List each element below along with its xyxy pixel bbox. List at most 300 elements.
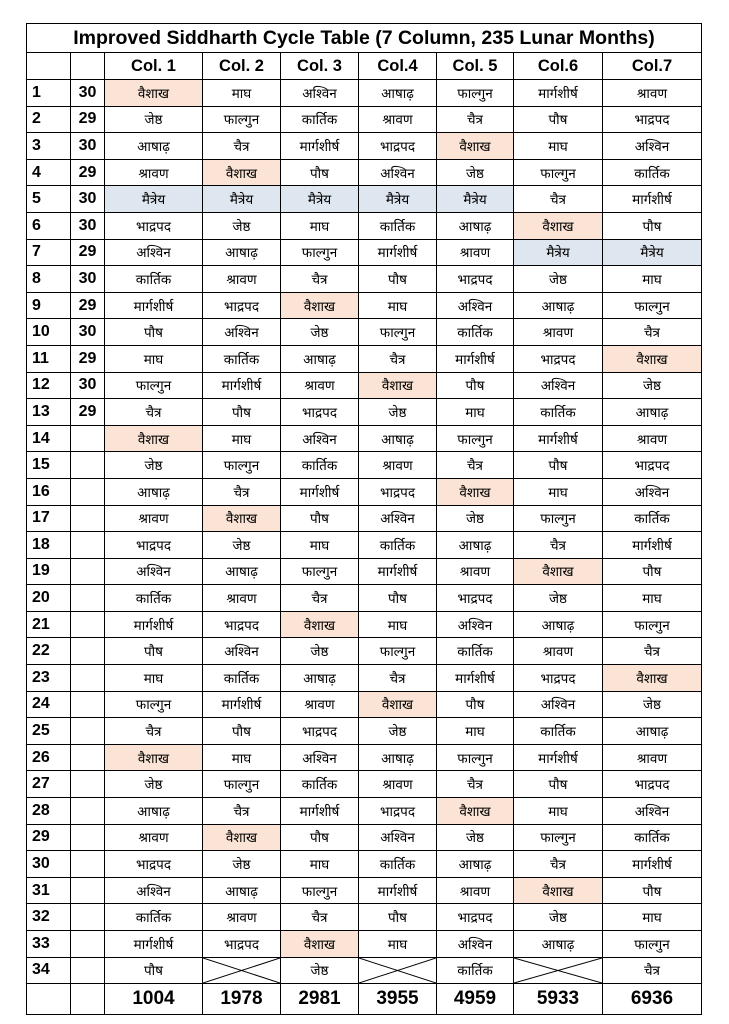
row-number: 30: [27, 851, 71, 878]
table-row: [27, 638, 702, 665]
month-cell: चैत्र: [437, 771, 514, 798]
month-cell: जेष्ठ: [603, 372, 702, 399]
month-cell: आषाढ़: [359, 744, 437, 771]
month-cell: आषाढ़: [437, 851, 514, 878]
month-cell: आषाढ़: [359, 80, 437, 107]
table-row: [27, 266, 702, 293]
table-row: [27, 718, 702, 745]
month-cell: जेष्ठ: [437, 505, 514, 532]
row-number: 3: [27, 133, 71, 160]
month-cell: श्रावण: [203, 585, 281, 612]
row-number: 22: [27, 638, 71, 665]
month-cell: भाद्रपद: [359, 133, 437, 160]
table-row: [27, 345, 702, 372]
month-cell: जेष्ठ: [203, 532, 281, 559]
month-cell: भाद्रपद: [203, 931, 281, 958]
month-cell: मैत्रेय: [514, 239, 603, 266]
month-cell: कार्तिक: [203, 345, 281, 372]
month-cell: भाद्रपद: [514, 665, 603, 692]
total-col-4: 3955: [359, 984, 437, 1015]
table-row: [27, 399, 702, 426]
month-cell: मार्गशीर्ष: [105, 931, 203, 958]
days-header: [71, 53, 105, 80]
table-row: [27, 824, 702, 851]
row-number: 12: [27, 372, 71, 399]
month-cell: आषाढ़: [359, 425, 437, 452]
month-cell: पौष: [359, 904, 437, 931]
days-count: [71, 611, 105, 638]
month-cell: जेष्ठ: [105, 106, 203, 133]
month-cell: मैत्रेय: [603, 239, 702, 266]
cross-mark-icon: [359, 958, 436, 983]
row-number: 24: [27, 691, 71, 718]
row-number: 28: [27, 798, 71, 825]
month-cell: मार्गशीर्ष: [105, 611, 203, 638]
table-row: [27, 212, 702, 239]
month-cell: कार्तिक: [105, 266, 203, 293]
month-cell: माघ: [514, 478, 603, 505]
month-cell: जेष्ठ: [105, 452, 203, 479]
month-cell: अश्विन: [281, 80, 359, 107]
month-cell: भाद्रपद: [105, 532, 203, 559]
days-count: [71, 824, 105, 851]
days-count: [71, 718, 105, 745]
cross-mark-icon: [514, 958, 602, 983]
month-cell: चैत्र: [105, 399, 203, 426]
month-cell: मार्गशीर्ष: [281, 478, 359, 505]
month-cell: श्रावण: [359, 106, 437, 133]
month-cell: जेष्ठ: [203, 851, 281, 878]
month-cell: भाद्रपद: [203, 611, 281, 638]
row-number: 8: [27, 266, 71, 293]
month-cell: पौष: [437, 691, 514, 718]
crossed-out-cell: [359, 957, 437, 984]
month-cell: चैत्र: [203, 478, 281, 505]
month-cell: वैशाख: [359, 372, 437, 399]
days-count: [71, 798, 105, 825]
month-cell: अश्विन: [105, 877, 203, 904]
month-cell: श्रावण: [603, 425, 702, 452]
month-cell: माघ: [514, 798, 603, 825]
month-cell: श्रावण: [437, 239, 514, 266]
month-cell: चैत्र: [359, 345, 437, 372]
table-row: [27, 452, 702, 479]
month-cell: श्रावण: [203, 266, 281, 293]
month-cell: आषाढ़: [437, 212, 514, 239]
month-cell: अश्विन: [359, 824, 437, 851]
column-header-7: Col.7: [603, 53, 702, 80]
month-cell: अश्विन: [359, 159, 437, 186]
days-count: 30: [71, 186, 105, 213]
month-cell: अश्विन: [603, 133, 702, 160]
month-cell: मैत्रेय: [437, 186, 514, 213]
month-cell: चैत्र: [514, 851, 603, 878]
month-cell: श्रावण: [437, 877, 514, 904]
month-cell: अश्विन: [603, 478, 702, 505]
month-cell: कार्तिक: [281, 106, 359, 133]
month-cell: माघ: [281, 851, 359, 878]
month-cell: माघ: [603, 904, 702, 931]
month-cell: मार्गशीर्ष: [603, 532, 702, 559]
row-number: 10: [27, 319, 71, 346]
month-cell: कार्तिक: [203, 665, 281, 692]
month-cell: वैशाख: [281, 611, 359, 638]
crossed-out-cell: [514, 957, 603, 984]
month-cell: भाद्रपद: [359, 798, 437, 825]
month-cell: पौष: [105, 638, 203, 665]
month-cell: फाल्गुन: [437, 80, 514, 107]
table-title: Improved Siddharth Cycle Table (7 Column, 235 Lunar Months): [27, 24, 702, 53]
days-count: [71, 851, 105, 878]
month-cell: आषाढ़: [105, 133, 203, 160]
month-cell: फाल्गुन: [281, 877, 359, 904]
month-cell: आषाढ़: [603, 718, 702, 745]
month-cell: श्रावण: [105, 505, 203, 532]
table-row: [27, 877, 702, 904]
month-cell: मार्गशीर्ष: [359, 877, 437, 904]
month-cell: पौष: [514, 771, 603, 798]
month-cell: भाद्रपद: [105, 212, 203, 239]
days-count: 30: [71, 372, 105, 399]
month-cell: पौष: [281, 159, 359, 186]
table-row: [27, 771, 702, 798]
month-cell: चैत्र: [281, 266, 359, 293]
month-cell: पौष: [514, 106, 603, 133]
totals-empty-cell: [71, 984, 105, 1015]
table-row: [27, 585, 702, 612]
month-cell: कार्तिक: [281, 452, 359, 479]
month-cell: अश्विन: [514, 691, 603, 718]
month-cell: भाद्रपद: [105, 851, 203, 878]
month-cell: आषाढ़: [514, 611, 603, 638]
month-cell: मार्गशीर्ष: [359, 239, 437, 266]
month-cell: पौष: [203, 718, 281, 745]
days-count: [71, 638, 105, 665]
row-number: 5: [27, 186, 71, 213]
table-row: [27, 186, 702, 213]
month-cell: अश्विन: [603, 798, 702, 825]
month-cell: फाल्गुन: [359, 638, 437, 665]
month-cell: फाल्गुन: [437, 744, 514, 771]
month-cell: माघ: [359, 611, 437, 638]
month-cell: कार्तिक: [437, 319, 514, 346]
month-cell: कार्तिक: [514, 399, 603, 426]
month-cell: अश्विन: [437, 292, 514, 319]
total-col-6: 5933: [514, 984, 603, 1015]
month-cell: माघ: [603, 266, 702, 293]
month-cell: माघ: [281, 532, 359, 559]
days-count: [71, 505, 105, 532]
month-cell: चैत्र: [203, 133, 281, 160]
row-number: 20: [27, 585, 71, 612]
month-cell: जेष्ठ: [437, 824, 514, 851]
column-header-4: Col.4: [359, 53, 437, 80]
days-count: 30: [71, 80, 105, 107]
month-cell: भाद्रपद: [203, 292, 281, 319]
month-cell: वैशाख: [514, 877, 603, 904]
month-cell: फाल्गुन: [514, 159, 603, 186]
table-row: [27, 851, 702, 878]
row-number: 7: [27, 239, 71, 266]
month-cell: वैशाख: [603, 345, 702, 372]
month-cell: आषाढ़: [203, 877, 281, 904]
row-number: 1: [27, 80, 71, 107]
month-cell: श्रावण: [105, 159, 203, 186]
month-cell: कार्तिक: [514, 718, 603, 745]
month-cell: आषाढ़: [105, 478, 203, 505]
total-col-2: 1978: [203, 984, 281, 1015]
month-cell: अश्विन: [437, 611, 514, 638]
month-cell: अश्विन: [281, 425, 359, 452]
title-row: [27, 24, 702, 53]
month-cell: फाल्गुन: [281, 239, 359, 266]
month-cell: मार्गशीर्ष: [437, 345, 514, 372]
month-cell: भाद्रपद: [603, 771, 702, 798]
days-count: [71, 904, 105, 931]
month-cell: माघ: [514, 133, 603, 160]
month-cell: माघ: [281, 212, 359, 239]
days-count: [71, 665, 105, 692]
table-row: [27, 957, 702, 984]
row-number: 21: [27, 611, 71, 638]
month-cell: मार्गशीर्ष: [359, 558, 437, 585]
month-cell: कार्तिक: [281, 771, 359, 798]
month-cell: अश्विन: [203, 319, 281, 346]
total-col-7: 6936: [603, 984, 702, 1015]
column-header-2: Col. 2: [203, 53, 281, 80]
days-count: [71, 585, 105, 612]
month-cell: आषाढ़: [281, 665, 359, 692]
month-cell: माघ: [105, 345, 203, 372]
table-row: [27, 239, 702, 266]
days-count: 29: [71, 106, 105, 133]
month-cell: मैत्रेय: [203, 186, 281, 213]
row-number: 32: [27, 904, 71, 931]
month-cell: अश्विन: [105, 558, 203, 585]
month-cell: फाल्गुन: [203, 452, 281, 479]
days-count: 29: [71, 239, 105, 266]
row-number: 34: [27, 957, 71, 984]
table-row: [27, 372, 702, 399]
row-number: 13: [27, 399, 71, 426]
month-cell: कार्तिक: [359, 212, 437, 239]
month-cell: पौष: [437, 372, 514, 399]
row-number: 27: [27, 771, 71, 798]
month-cell: वैशाख: [359, 691, 437, 718]
table-row: [27, 904, 702, 931]
month-cell: आषाढ़: [514, 931, 603, 958]
cross-mark-icon: [203, 958, 280, 983]
month-cell: फाल्गुन: [281, 558, 359, 585]
month-cell: फाल्गुन: [514, 505, 603, 532]
month-cell: पौष: [603, 877, 702, 904]
row-number: 29: [27, 824, 71, 851]
month-cell: जेष्ठ: [105, 771, 203, 798]
month-cell: भाद्रपद: [437, 266, 514, 293]
row-number: 23: [27, 665, 71, 692]
crossed-out-cell: [203, 957, 281, 984]
row-number: 18: [27, 532, 71, 559]
month-cell: श्रावण: [359, 452, 437, 479]
month-cell: जेष्ठ: [514, 266, 603, 293]
month-cell: मार्गशीर्ष: [437, 665, 514, 692]
month-cell: माघ: [437, 718, 514, 745]
column-header-3: Col. 3: [281, 53, 359, 80]
month-cell: कार्तिक: [437, 957, 514, 984]
month-cell: मार्गशीर्ष: [203, 372, 281, 399]
month-cell: भाद्रपद: [281, 399, 359, 426]
days-count: [71, 877, 105, 904]
row-number: 9: [27, 292, 71, 319]
month-cell: कार्तिक: [437, 638, 514, 665]
month-cell: वैशाख: [105, 744, 203, 771]
month-cell: फाल्गुन: [203, 106, 281, 133]
month-cell: चैत्र: [514, 532, 603, 559]
month-cell: जेष्ठ: [281, 638, 359, 665]
month-cell: भाद्रपद: [603, 106, 702, 133]
total-col-1: 1004: [105, 984, 203, 1015]
table-row: [27, 611, 702, 638]
row-number: 15: [27, 452, 71, 479]
month-cell: फाल्गुन: [359, 319, 437, 346]
month-cell: चैत्र: [437, 452, 514, 479]
month-cell: चैत्र: [437, 106, 514, 133]
month-cell: श्रावण: [603, 744, 702, 771]
table-row: [27, 665, 702, 692]
days-count: 30: [71, 266, 105, 293]
days-count: 29: [71, 345, 105, 372]
month-cell: पौष: [359, 585, 437, 612]
month-cell: श्रावण: [281, 691, 359, 718]
month-cell: आषाढ़: [203, 558, 281, 585]
month-cell: वैशाख: [437, 478, 514, 505]
month-cell: आषाढ़: [281, 345, 359, 372]
row-number: 14: [27, 425, 71, 452]
month-cell: जेष्ठ: [603, 691, 702, 718]
month-cell: फाल्गुन: [603, 292, 702, 319]
row-number: 16: [27, 478, 71, 505]
month-cell: जेष्ठ: [281, 957, 359, 984]
month-cell: मार्गशीर्ष: [603, 186, 702, 213]
month-cell: कार्तिक: [603, 824, 702, 851]
row-number-header: [27, 53, 71, 80]
month-cell: वैशाख: [203, 824, 281, 851]
table-row: [27, 425, 702, 452]
column-header-5: Col. 5: [437, 53, 514, 80]
row-number: 33: [27, 931, 71, 958]
month-cell: चैत्र: [105, 718, 203, 745]
month-cell: कार्तिक: [105, 585, 203, 612]
month-cell: चैत्र: [203, 798, 281, 825]
days-count: [71, 957, 105, 984]
month-cell: माघ: [203, 744, 281, 771]
month-cell: माघ: [603, 585, 702, 612]
month-cell: वैशाख: [105, 425, 203, 452]
table-row: [27, 292, 702, 319]
row-number: 31: [27, 877, 71, 904]
total-col-3: 2981: [281, 984, 359, 1015]
month-cell: आषाढ़: [514, 292, 603, 319]
month-cell: वैशाख: [437, 798, 514, 825]
month-cell: श्रावण: [105, 824, 203, 851]
month-cell: श्रावण: [603, 80, 702, 107]
month-cell: जेष्ठ: [281, 319, 359, 346]
month-cell: भाद्रपद: [281, 718, 359, 745]
table-row: [27, 319, 702, 346]
table-row: [27, 798, 702, 825]
month-cell: पौष: [281, 505, 359, 532]
month-cell: चैत्र: [359, 665, 437, 692]
month-cell: वैशाख: [105, 80, 203, 107]
month-cell: वैशाख: [281, 292, 359, 319]
month-cell: मार्गशीर्ष: [603, 851, 702, 878]
month-cell: श्रावण: [281, 372, 359, 399]
month-cell: अश्विन: [514, 372, 603, 399]
month-cell: अश्विन: [437, 931, 514, 958]
month-cell: मैत्रेय: [281, 186, 359, 213]
month-cell: जेष्ठ: [359, 718, 437, 745]
month-cell: मार्गशीर्ष: [514, 744, 603, 771]
month-cell: मार्गशीर्ष: [105, 292, 203, 319]
table-row: [27, 80, 702, 107]
month-cell: चैत्र: [514, 186, 603, 213]
days-count: [71, 452, 105, 479]
month-cell: चैत्र: [281, 585, 359, 612]
month-cell: श्रावण: [203, 904, 281, 931]
column-header-1: Col. 1: [105, 53, 203, 80]
row-number: 6: [27, 212, 71, 239]
month-cell: माघ: [359, 931, 437, 958]
month-cell: पौष: [203, 399, 281, 426]
month-cell: माघ: [359, 292, 437, 319]
table-row: [27, 532, 702, 559]
row-number: 26: [27, 744, 71, 771]
month-cell: चैत्र: [603, 319, 702, 346]
days-count: 29: [71, 159, 105, 186]
month-cell: चैत्र: [603, 638, 702, 665]
total-col-5: 4959: [437, 984, 514, 1015]
days-count: 30: [71, 319, 105, 346]
month-cell: श्रावण: [514, 319, 603, 346]
month-cell: भाद्रपद: [603, 452, 702, 479]
month-cell: भाद्रपद: [514, 345, 603, 372]
days-count: [71, 691, 105, 718]
days-count: 30: [71, 212, 105, 239]
month-cell: भाद्रपद: [359, 478, 437, 505]
header-row: [27, 53, 702, 80]
month-cell: अश्विन: [359, 505, 437, 532]
month-cell: आषाढ़: [203, 239, 281, 266]
month-cell: फाल्गुन: [105, 691, 203, 718]
days-count: 29: [71, 399, 105, 426]
row-number: 19: [27, 558, 71, 585]
table-row: [27, 133, 702, 160]
month-cell: अश्विन: [281, 744, 359, 771]
month-cell: कार्तिक: [603, 505, 702, 532]
month-cell: फाल्गुन: [603, 931, 702, 958]
month-cell: माघ: [203, 425, 281, 452]
table-row: [27, 106, 702, 133]
table-row: [27, 478, 702, 505]
row-number: 17: [27, 505, 71, 532]
month-cell: वैशाख: [203, 159, 281, 186]
days-count: [71, 478, 105, 505]
month-cell: पौष: [603, 558, 702, 585]
table-row: [27, 931, 702, 958]
days-count: [71, 425, 105, 452]
month-cell: आषाढ़: [603, 399, 702, 426]
days-count: 29: [71, 292, 105, 319]
